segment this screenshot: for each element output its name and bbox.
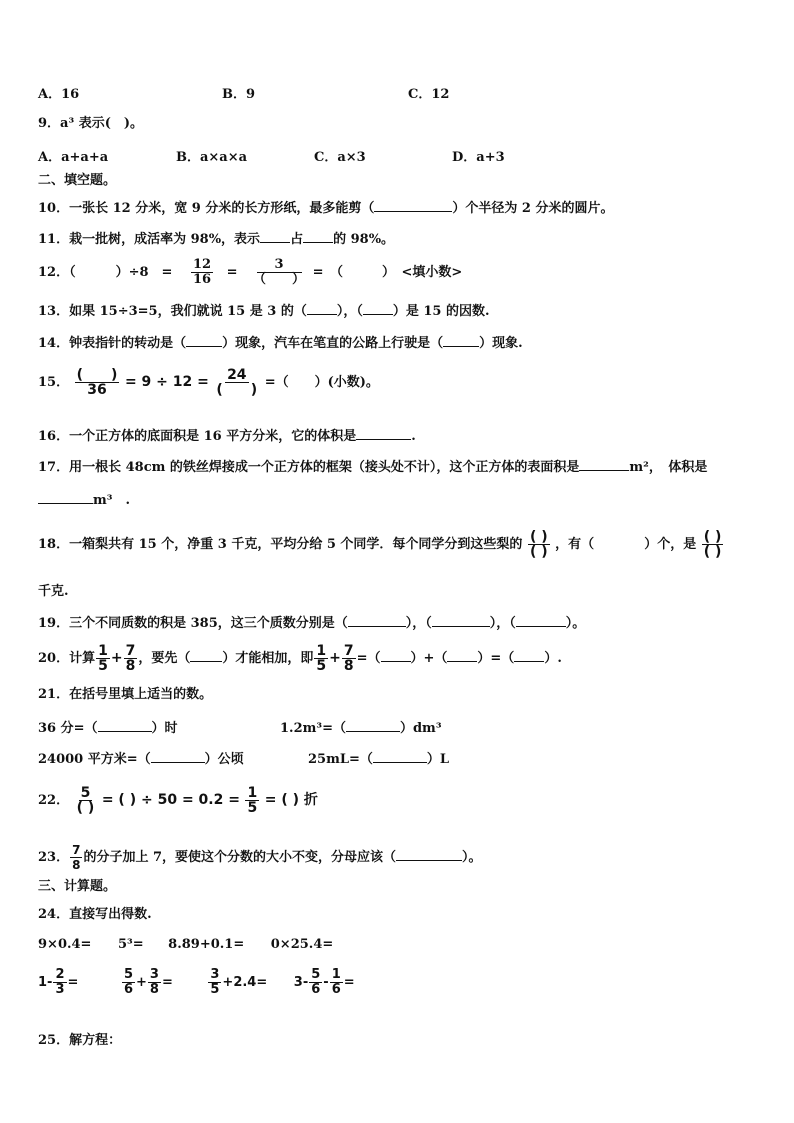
q15-fraction-1 (75, 368, 120, 397)
q15-fraction-2 (214, 368, 259, 397)
q24-expr-6 (121, 967, 173, 997)
q24-e3-post: +2.4= (222, 975, 268, 990)
q9-option-d: D．a+3 (452, 150, 505, 165)
q17-blank-2 (38, 490, 93, 504)
q24-expr-1: 9×0.4= (38, 937, 92, 952)
q20-f3-numerator: 1 (316, 643, 327, 659)
q8-option-a: A．16 (38, 87, 80, 102)
q20-plus-2: + (329, 650, 341, 666)
q12-div8: ）÷8 = (115, 265, 173, 280)
q20-blank-2 (381, 648, 411, 662)
q23-num: 23． (38, 850, 70, 865)
q18-f2-denominator: ( ) (703, 544, 722, 560)
q24-e4-d2: 6 (331, 982, 341, 997)
q21-r2a-unit: ）公顷 (204, 752, 244, 767)
q19-blank-1 (348, 613, 406, 627)
q24-question: 24．直接写出得数. (38, 907, 152, 922)
q12-num: 12．（ (38, 265, 76, 280)
q24-expr-8 (293, 967, 355, 997)
q18-question (38, 530, 724, 559)
q18-mid: ，有（ (555, 537, 595, 552)
q21-r1b-unit: ）dm³ (399, 721, 442, 736)
q10-post: ）个半径为 2 分米的圆片。 (452, 201, 614, 216)
q20-f2-numerator: 7 (125, 643, 136, 659)
q24-e1-denominator: 3 (55, 982, 65, 997)
q18-pre: 18．一箱梨共有 15 个，净重 3 千克，平均分给 5 个同学．每个同学分到这些梨的 (38, 537, 523, 552)
q15-question (38, 368, 379, 397)
q13-part-2: ），（ (336, 304, 363, 319)
q14-part-3: ）现象. (479, 336, 523, 351)
q10-blank (374, 198, 452, 212)
q20-pre: 20．计算 (38, 651, 96, 666)
q24-e1-fraction (53, 968, 66, 997)
q13-blank-2 (363, 301, 393, 315)
q18-f1-denominator: ( ) (529, 544, 548, 560)
q15-f2-numerator: 24 (227, 367, 247, 383)
q21-blank-2 (346, 718, 400, 732)
q12-f2-denominator: （ ） (253, 272, 306, 287)
q19-pre: 19．三个不同质数的积是 385，这三个质数分别是（ (38, 616, 348, 631)
section-heading-fill: 二、填空题。 (38, 173, 117, 188)
q21-r2a: 24000 平方米=（ (38, 752, 151, 767)
q8-option-c: C．12 (408, 87, 450, 102)
q21-r1b: 1.2m³=（ (280, 721, 346, 736)
q19-post: ）。 (565, 616, 586, 631)
q23-question (38, 843, 482, 872)
q12-f2-numerator: 3 (257, 258, 302, 273)
q16-pre: 16．一个正方体的底面积是 16 平方分米，它的体积是 (38, 429, 357, 444)
q21-r1a-unit: ）时 (151, 721, 178, 736)
q22-f1-numerator: 5 (80, 785, 91, 801)
q18-fraction-2 (702, 530, 724, 559)
q18-f2-numerator: ( ) (703, 529, 722, 545)
q22-fraction-1 (75, 786, 97, 815)
q20-fraction-4 (342, 644, 356, 673)
q18-tail: 千克. (38, 584, 69, 599)
q20-plus: + (110, 650, 123, 666)
q20-tail-1: =（ (356, 651, 381, 666)
q20-tail-4: ）. (544, 651, 562, 666)
q19-sep-2: ），（ (489, 616, 516, 631)
q24-e3-numerator: 3 (210, 967, 220, 982)
q23-fraction (70, 843, 82, 872)
q12-fraction-2 (251, 258, 307, 287)
q9-question: 9．a³ 表示( )。 (38, 116, 143, 131)
q23-text: 的分子加上 7，要使这个分数的大小不变，分母应该（ (83, 850, 397, 865)
q21-row-2b (308, 749, 449, 769)
q24-e4-d1: 6 (311, 982, 321, 997)
q21-row-1a (38, 718, 178, 738)
q17-line-2 (38, 490, 130, 510)
q14-blank-1 (186, 333, 222, 347)
q12-fraction-1 (191, 258, 213, 287)
q20-f4-numerator: 7 (343, 643, 354, 659)
q24-expr-5 (38, 967, 79, 997)
q16-question (38, 426, 416, 446)
q17-unit-1: m²， 体积是 (629, 460, 708, 475)
q15-tail: =（ ）(小数)。 (264, 375, 379, 390)
q21-r2b: 25mL=（ (308, 752, 373, 767)
q20-blank-4 (514, 648, 544, 662)
q24-e4-fraction-2 (330, 968, 343, 997)
q21-blank-3 (151, 749, 205, 763)
q14-part-1: 14．钟表指针的转动是（ (38, 336, 187, 351)
q24-expr-4: 0×25.4= (270, 937, 334, 952)
q20-f4-denominator: 8 (343, 658, 354, 674)
q22-f1-denominator: ( ) (76, 800, 95, 816)
q18-fraction-1 (528, 530, 550, 559)
q24-e4-fraction-1 (309, 968, 322, 997)
q22-f2-numerator: 1 (247, 785, 258, 801)
q24-e4-n1: 5 (311, 967, 321, 982)
q24-e2-post: = (161, 975, 173, 990)
q20-tail-3: ）=（ (477, 651, 515, 666)
q11-blank-2 (303, 229, 333, 243)
q21-blank-4 (373, 749, 427, 763)
q13-question (38, 301, 490, 321)
q22-num: 22． (38, 793, 70, 808)
q21-row-1b (280, 718, 442, 738)
q18-f1-numerator: ( ) (529, 529, 548, 545)
q24-expr-7 (207, 967, 268, 997)
q8-option-b: B．9 (222, 87, 256, 102)
q13-part-1: 13．如果 15÷3=5，我们就说 15 是 3 的（ (38, 304, 307, 319)
q12-eq: = (226, 265, 238, 280)
q23-post: ）。 (462, 850, 482, 865)
q12-tail: = （ ） <填小数> (312, 265, 463, 280)
q11-question (38, 229, 394, 249)
q21-blank-1 (98, 718, 152, 732)
q23-blank (396, 847, 462, 861)
q12-f1-denominator: 16 (192, 272, 212, 287)
q14-blank-2 (443, 333, 479, 347)
q15-mid: = 9 ÷ 12 = (124, 374, 209, 390)
q13-blank-1 (307, 301, 337, 315)
q18-mid-2: ）个，是 (644, 537, 697, 552)
q20-f2-denominator: 8 (125, 658, 136, 674)
q15-f2-denominator: ( ) (216, 382, 258, 398)
q10-pre: 10．一张长 12 分米，宽 9 分米的长方形纸，最多能剪（ (38, 201, 375, 216)
q9-option-a: A．a+a+a (38, 150, 109, 165)
q24-e1-pre: 1- (38, 975, 53, 990)
q25-question: 25．解方程： (38, 1033, 122, 1048)
q14-part-2: ）现象，汽车在笔直的公路上行驶是（ (222, 336, 444, 351)
q19-blank-3 (516, 613, 566, 627)
q17-text: 17．用一根长 48cm 的铁丝焊接成一个正方体的框架（接头处不计），这个正方体的表面积是 (38, 460, 580, 475)
q24-e4-post: = (343, 975, 355, 990)
q24-e2-fraction-1 (122, 968, 135, 997)
q24-e2-n1: 5 (123, 967, 133, 982)
q11-mid: 占 (290, 232, 304, 247)
q10-question (38, 198, 613, 218)
q22-f2-denominator: 5 (247, 800, 258, 816)
q16-post: . (411, 429, 416, 444)
q24-e3-fraction (208, 968, 221, 997)
q12-question (38, 258, 462, 287)
q17-blank-1 (579, 457, 629, 471)
q15-f1-denominator: 36 (87, 382, 107, 398)
q24-e2-op: + (135, 975, 147, 990)
q20-question (38, 644, 562, 673)
section-heading-calc: 三、计算题。 (38, 879, 117, 894)
q23-denominator: 8 (72, 858, 81, 872)
q21-row-2a (38, 749, 244, 769)
q12-f1-numerator: 12 (192, 257, 212, 272)
q20-f3-denominator: 5 (316, 658, 327, 674)
q24-e2-d1: 6 (123, 982, 133, 997)
q15-f1-numerator: ( ) (76, 367, 118, 383)
q19-blank-2 (432, 613, 490, 627)
q21-question: 21．在括号里填上适当的数。 (38, 687, 213, 702)
q20-blank-1 (190, 648, 222, 662)
q20-fraction-1 (96, 644, 110, 673)
q24-expr-3: 8.89+0.1= (168, 937, 245, 952)
q24-e2-fraction-2 (148, 968, 161, 997)
q24-e4-n2: 1 (331, 967, 341, 982)
q16-blank (356, 426, 411, 440)
q17-unit-2: m³ . (93, 493, 130, 508)
q24-e3-denominator: 5 (210, 982, 220, 997)
q22-fraction-2 (245, 786, 259, 815)
q11-blank-1 (260, 229, 290, 243)
q19-question (38, 613, 585, 633)
q24-expr-2: 5³= (117, 937, 144, 952)
q24-row-1 (38, 936, 333, 954)
q23-numerator: 7 (72, 843, 81, 857)
q22-mid: = ( ) ÷ 50 = 0.2 = (101, 792, 240, 808)
q24-e1-post: = (67, 975, 79, 990)
q21-r1a: 36 分=（ (38, 721, 98, 736)
q22-tail: = ( ) 折 (264, 792, 318, 808)
q20-blank-3 (447, 648, 477, 662)
q20-fraction-3 (314, 644, 328, 673)
q9-option-c: C．a×3 (314, 150, 366, 165)
q24-e2-d2: 8 (149, 982, 159, 997)
q24-e2-n2: 3 (149, 967, 159, 982)
q20-tail-2: ）+（ (410, 651, 448, 666)
q9-option-b: B．a×a×a (176, 150, 248, 165)
q19-sep-1: ），（ (405, 616, 432, 631)
q24-e1-numerator: 2 (55, 967, 65, 982)
q22-question (38, 786, 318, 815)
q11-post: 的 98%。 (333, 232, 395, 247)
q24-e4-op: - (323, 975, 329, 990)
q13-part-3: ）是 15 的因数. (392, 304, 490, 319)
q15-num: 15． (38, 375, 70, 390)
q20-f1-denominator: 5 (98, 658, 108, 674)
q24-e4-pre: 3- (293, 975, 309, 990)
q20-fraction-2 (124, 644, 138, 673)
q17-question (38, 457, 707, 477)
q14-question (38, 333, 523, 353)
q20-f1-numerator: 1 (98, 643, 108, 659)
q20-mid: ，要先（ (138, 651, 191, 666)
q11-pre: 11．栽一批树，成活率为 98%，表示 (38, 232, 261, 247)
q20-mid-2: ）才能相加，即 (222, 651, 314, 666)
q24-row-2 (38, 968, 355, 997)
q21-r2b-unit: ）L (426, 752, 450, 767)
